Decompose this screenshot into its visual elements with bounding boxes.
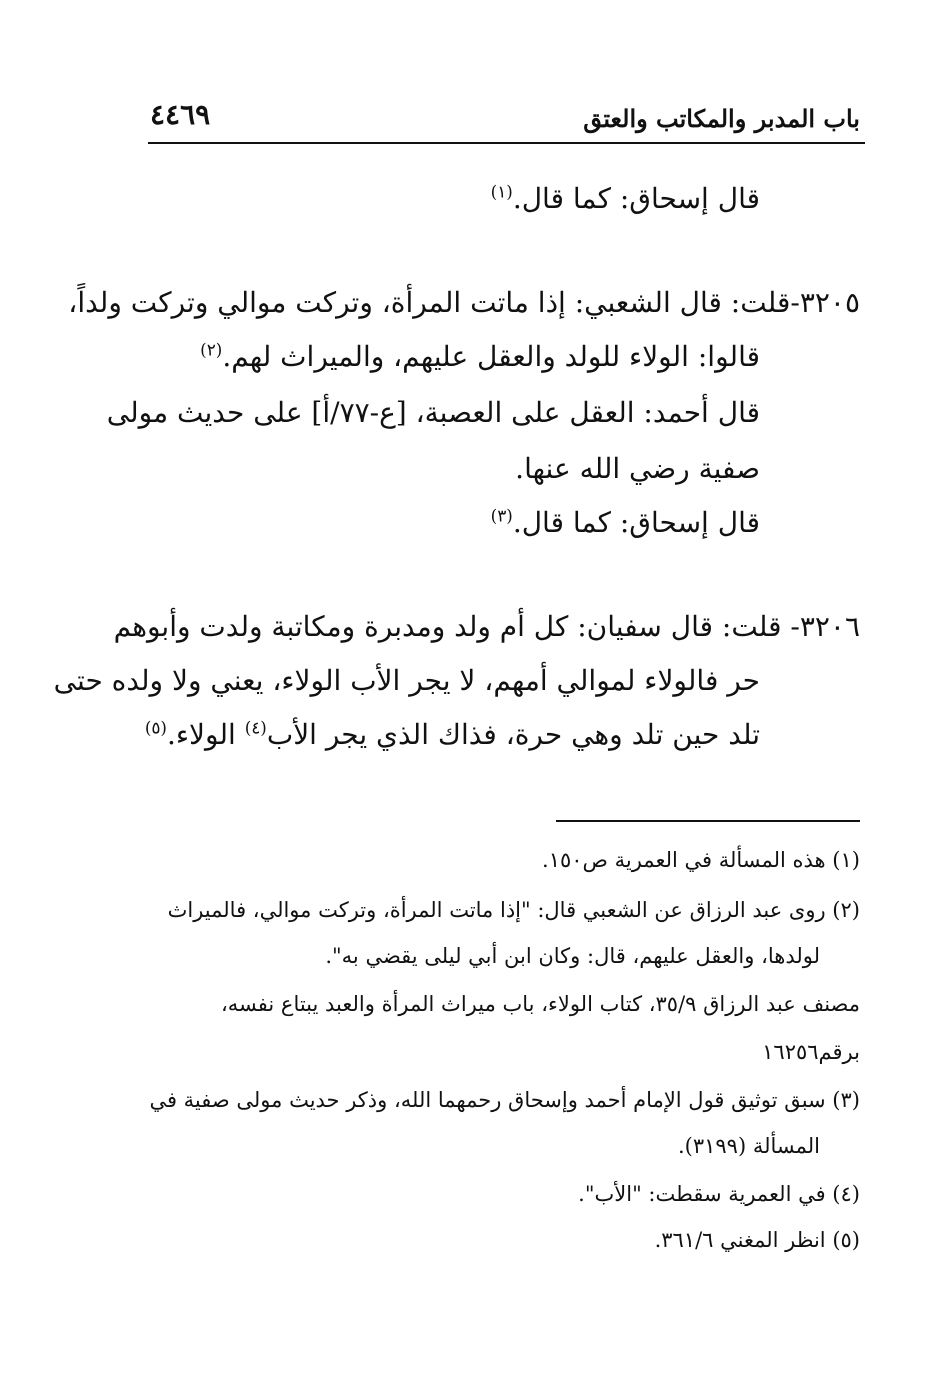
footnote-2: (٢) روى عبد الرزاق عن الشعبي قال: "إذا ماتت المرأة، وتركت موالي، فالميراث xyxy=(167,898,860,922)
footnote-2-source: مصنف عبد الرزاق ٣٥/٩، كتاب الولاء، باب ميراث المرأة والعبد يبتاع نفسه، xyxy=(221,992,860,1016)
footnote-4: (٤) في العمرية سقطت: "الأب". xyxy=(578,1182,860,1206)
footnote-3: (٣) سبق توثيق قول الإمام أحمد وإسحاق رحمهما الله، وذكر حديث مولى صفية في xyxy=(149,1088,860,1112)
footnote-3-continuation: المسألة (٣١٩٩). xyxy=(677,1134,820,1158)
footnote-marker: (٤) xyxy=(244,717,267,738)
footnote-2-continuation: لولدها، والعقل عليهم، قال: وكان ابن أبي ليلى يقضي به". xyxy=(325,944,820,968)
footnote-1: (١) هذه المسألة في العمرية ص١٥٠. xyxy=(542,848,860,872)
body-line: قال أحمد: العقل على العصبة، [ع-٧٧/أ] على حديث مولى xyxy=(106,396,760,429)
footnote-marker: (٢) xyxy=(200,339,223,360)
question-3206-line: ٣٢٠٦- قلت: قال سفيان: كل أم ولد ومدبرة ومكاتبة ولدت وأبوهم xyxy=(113,610,860,643)
question-3205-line: ٣٢٠٥-قلت: قال الشعبي: إذا ماتت المرأة، وتركت موالي وتركت ولداً، xyxy=(68,286,860,319)
footnote-separator xyxy=(556,820,860,822)
body-line: حر فالولاء لموالي أمهم، لا يجر الأب الولاء، يعني ولا ولده حتى xyxy=(53,664,760,697)
page-number: ٤٤٦٩ xyxy=(150,98,211,131)
footnote-5: (٥) انظر المغني ٣٦١/٦. xyxy=(654,1228,860,1252)
body-line: تلد حين تلد وهي حرة، فذاك الذي يجر الأب$^{(٤)}$ الولاء.$^{(٥)}$ xyxy=(144,717,760,751)
body-line: قالوا: الولاء للولد والعقل عليهم، والميراث لهم.$^{(٢)}$ xyxy=(200,339,760,373)
body-line: قال إسحاق: كما قال.$^{(١)}$ xyxy=(490,181,760,215)
header-rule xyxy=(148,142,865,144)
footnote-marker: (١) xyxy=(490,181,513,202)
body-line: قال إسحاق: كما قال.$^{(٣)}$ xyxy=(490,505,760,539)
footnote-marker: (٥) xyxy=(144,717,167,738)
body-line: صفية رضي الله عنها. xyxy=(515,452,760,485)
running-title: باب المدبر والمكاتب والعتق xyxy=(583,104,860,133)
footnote-marker: (٣) xyxy=(490,505,513,526)
footnote-2-source-continuation: برقم١٦٢٥٦ xyxy=(762,1040,860,1064)
